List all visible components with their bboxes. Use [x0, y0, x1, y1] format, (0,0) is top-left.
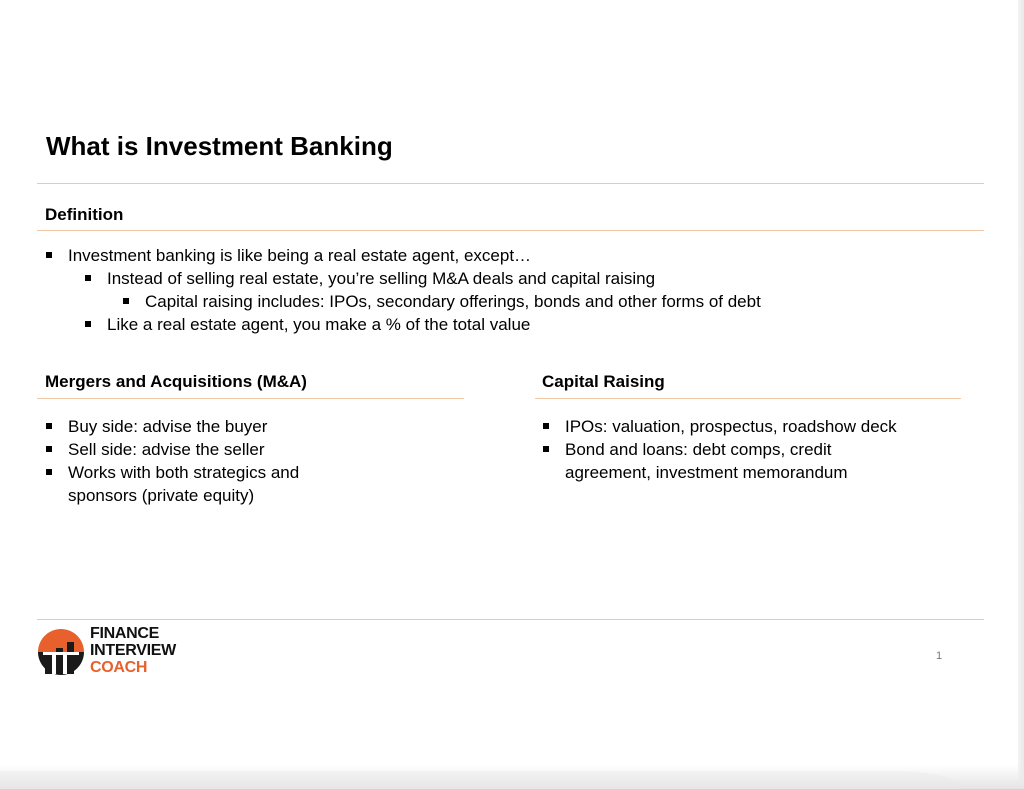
- definition-heading: Definition: [45, 205, 124, 224]
- page-number: 1: [936, 650, 943, 662]
- logo-text-coach: COACH: [90, 659, 148, 676]
- page-right-edge: [1018, 0, 1024, 789]
- mergers-bullet-1: Buy side: advise the buyer: [68, 417, 268, 436]
- bullet-marker: [543, 446, 549, 452]
- logo-text-finance: FINANCE: [90, 625, 160, 642]
- title-divider: [37, 183, 984, 184]
- capital-divider: [535, 398, 961, 399]
- mergers-bullet-2: Sell side: advise the seller: [68, 440, 265, 459]
- bullet-marker: [46, 423, 52, 429]
- bullet-marker: [85, 321, 91, 327]
- page-bottom-curl: [0, 771, 960, 789]
- mergers-bullet-3: Works with both strategics and: [68, 463, 300, 482]
- finance-interview-coach-logo: [37, 626, 197, 678]
- bullet-marker: [46, 252, 52, 258]
- definition-bullet-2: Instead of selling real estate, you’re selling M&A deals and capital raising: [107, 269, 656, 288]
- definition-bullet-3: Capital raising includes: IPOs, secondary offerings, bonds and other forms of debt: [145, 292, 761, 311]
- capital-heading: Capital Raising: [542, 372, 665, 391]
- bullet-marker: [85, 275, 91, 281]
- capital-bullet-2-continued: agreement, investment memorandum: [565, 463, 848, 482]
- definition-bullet-1: Investment banking is like being a real estate agent, except…: [68, 246, 532, 265]
- footer-divider: [37, 619, 984, 620]
- bullet-marker: [123, 298, 129, 304]
- mergers-bullet-3-continued: sponsors (private equity): [68, 486, 255, 505]
- bullet-marker: [46, 469, 52, 475]
- bullet-marker: [543, 423, 549, 429]
- mergers-heading: Mergers and Acquisitions (M&A): [45, 372, 307, 391]
- capital-bullet-1: IPOs: valuation, prospectus, roadshow deck: [565, 417, 897, 436]
- mergers-divider: [37, 398, 464, 399]
- logo-mark-icon: [37, 626, 85, 678]
- logo-text-interview: INTERVIEW: [90, 642, 176, 659]
- slide-title: What is Investment Banking: [46, 131, 393, 161]
- definition-bullet-4: Like a real estate agent, you make a % of the total value: [107, 315, 531, 334]
- definition-divider: [37, 230, 984, 231]
- capital-bullet-2: Bond and loans: debt comps, credit: [565, 440, 832, 459]
- bullet-marker: [46, 446, 52, 452]
